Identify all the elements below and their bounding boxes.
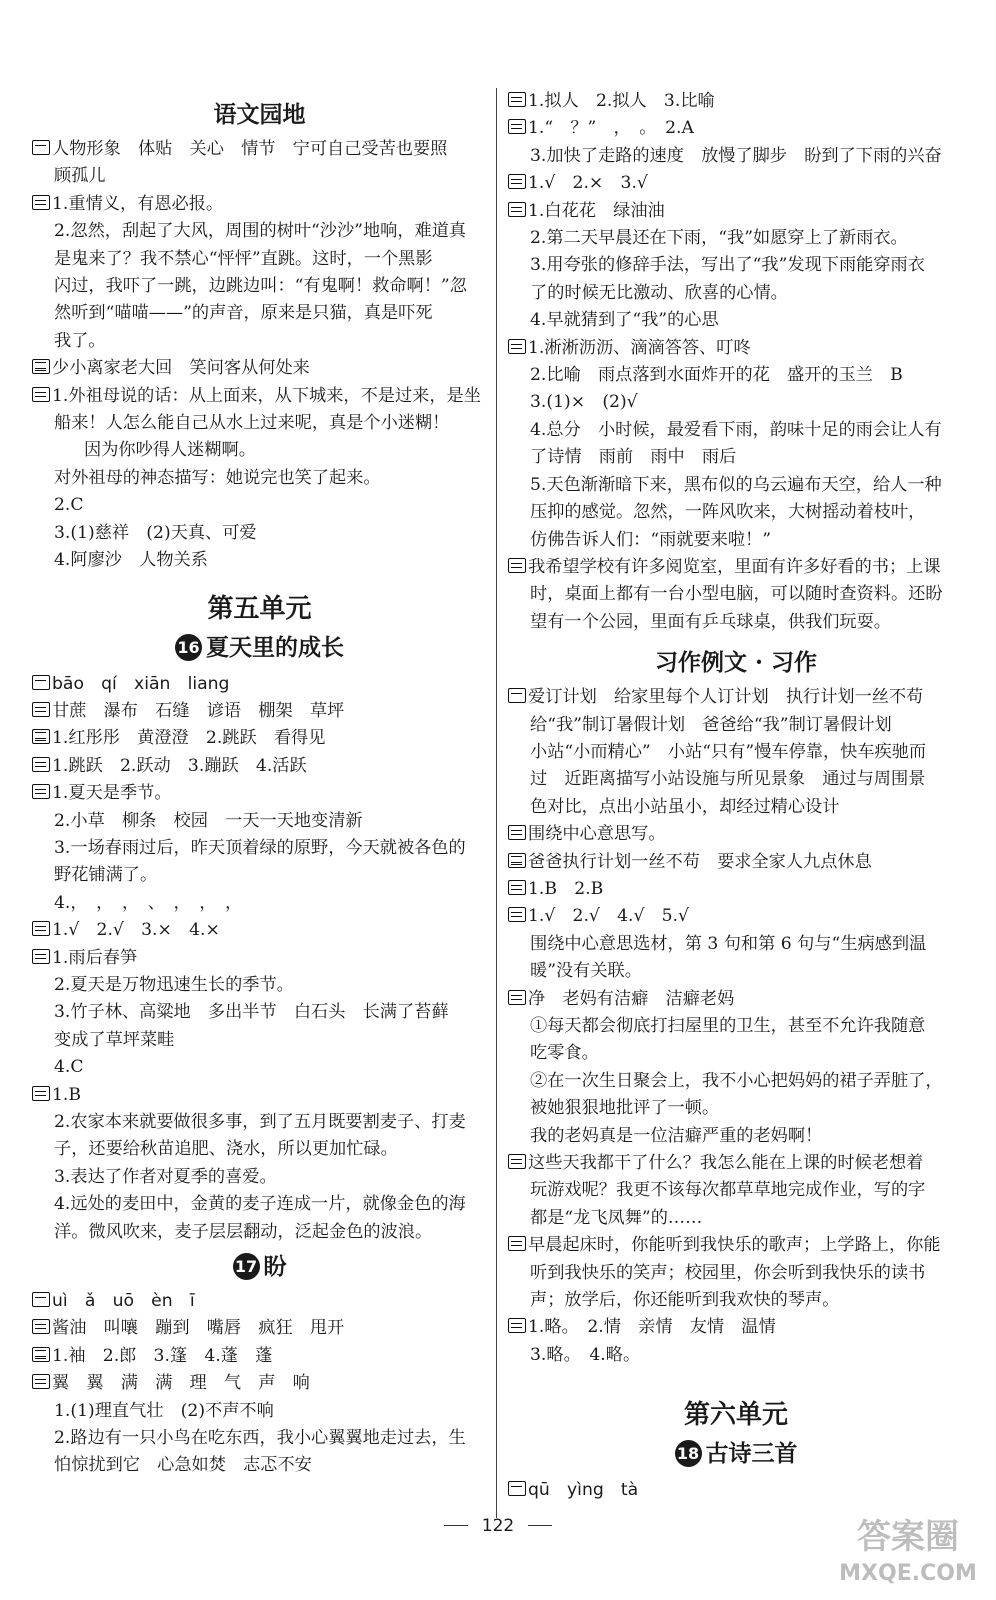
answer-row: 了诗情 雨前 雨中 雨后 (530, 447, 737, 468)
answer-row: 1.白花花 绿油油 (508, 198, 964, 225)
answer-row: 2.C (54, 495, 84, 516)
answer-row: 2.农家本来就要做很多事，到了五月既要割麦子、打麦 (54, 1112, 466, 1132)
question-mark-6-icon (508, 990, 526, 1005)
answer-row: 1.(1)理直气壮 (2)不声不响 (54, 1400, 274, 1421)
answer-row: 小站“小而精心” 小站“只有”慢车停靠，快车疾驰而 (530, 741, 927, 762)
answer-row: 4.阿廖沙 人物关系 (54, 550, 208, 571)
answer-row: 爱订计划 给家里每个人订计划 执行计划一丝不苟 (508, 684, 964, 711)
question-mark-6-icon (508, 119, 526, 134)
answer-row: 过 近距离描写小站设施与所见景象 通过与周围景 (530, 769, 926, 790)
answer-row: 玩游戏呢？我更不该每次都草草地完成作业，写的字 (530, 1180, 926, 1201)
question-mark-2-icon (32, 702, 50, 717)
question-mark-2-icon (32, 1319, 50, 1334)
answer-row: 翼 翼 满 满 理 气 声 响 (32, 1370, 487, 1397)
answer-row: 仿佛告诉人们：“雨就要来啦！” (530, 529, 772, 550)
question-mark-1-icon (508, 1481, 526, 1496)
answer-row: 围绕中心意思选材，第 3 句和第 6 句与“生病感到温 (530, 933, 927, 954)
answer-row: 2.第二天早晨还在下雨，“我”如愿穿上了新雨衣。 (530, 228, 908, 249)
question-mark-7-icon (508, 174, 526, 189)
answer-row: 4.， ， ， 、 ， ， ， (54, 892, 243, 913)
question-mark-1-icon (32, 1292, 50, 1307)
question-mark-10-icon (508, 558, 526, 573)
answer-row: 洋。微风吹来，麦子层层翻动，泛起金色的波浪。 (54, 1221, 433, 1242)
answer-row: 了的时候无比激动、欣喜的心情。 (530, 282, 788, 303)
section-title: 语文园地 (213, 101, 306, 128)
lesson-number-badge: 17 (233, 1253, 260, 1280)
answer-row: 暖”没有关联。 (530, 961, 642, 982)
answer-row: ①每天都会彻底打扫屋里的卫生，甚至不允许我随意 (530, 1016, 926, 1036)
question-mark-8-icon (508, 1236, 526, 1251)
answer-row: 3.(1)× (2)√ (530, 392, 638, 413)
right-column (508, 88, 964, 1505)
answer-row: 声；放学后，你还能听到我欢快的琴声。 (530, 1290, 840, 1311)
answer-row: 1.B 2.B (508, 876, 964, 903)
question-mark-3-icon (32, 1347, 50, 1362)
answer-row: 1.略。 2.情 亲情 友情 温情 (508, 1314, 964, 1341)
answer-row: 对外祖母的神态描写：她说完也笑了起来。 (54, 467, 381, 488)
answer-row: 1.袖 2.郎 3.篷 4.蓬 蓬 (32, 1343, 487, 1370)
question-mark-8-icon (32, 1086, 50, 1101)
answer-row: 野花铺满了。 (54, 865, 158, 886)
left-column (32, 88, 487, 1480)
answer-row: 顾孤儿 (54, 166, 106, 187)
answer-row: 早晨起床时，你能听到我快乐的歌声；上学路上，你能 (508, 1232, 964, 1259)
question-mark-1-icon (32, 675, 50, 690)
answer-row: 人物形象 体贴 关心 情节 宁可自己受苦也要照 (32, 136, 487, 163)
answer-row: 闪过，我吓了一跳，边跳边叫：“有鬼啊！救命啊！”忽 (54, 276, 467, 297)
lesson-number-badge: 18 (675, 1440, 702, 1467)
question-mark-5-icon (508, 907, 526, 922)
question-mark-2-icon (32, 195, 50, 210)
question-mark-7-icon (32, 949, 50, 964)
answer-row: 围绕中心意思写。 (508, 821, 964, 848)
answer-row: 吃零食。 (530, 1043, 599, 1064)
answer-row: 我的老妈真是一位洁癖严重的老妈啊！ (530, 1125, 823, 1146)
question-mark-1-icon (508, 688, 526, 703)
answer-row: 都是“龙飞凤舞”的…… (530, 1207, 703, 1228)
answer-row: 给“我”制订暑假计划 爸爸给“我”制订暑假计划 (530, 714, 892, 735)
answer-row: 船来！人怎么能自己从水上过来呢，真是个小迷糊！ (54, 413, 450, 434)
question-mark-4-icon (508, 880, 526, 895)
question-mark-4-icon (32, 757, 50, 772)
answer-row: 听到我快乐的笑声；校园里，你会听到我快乐的读书 (530, 1262, 926, 1283)
svg-text:MXQE.COM: MXQE.COM (839, 1561, 977, 1586)
answer-row: 我了。 (54, 330, 106, 351)
answer-row: 2.夏天是万物迅速生长的季节。 (54, 974, 294, 995)
answer-row: bāo qí xiān liang (32, 671, 487, 698)
answer-row: 1.跳跃 2.跃动 3.蹦跃 4.活跃 (32, 753, 487, 780)
answer-row: 1.外祖母说的话：从上面来，从下城来，不是过来，是坐 (32, 383, 487, 410)
question-mark-2-icon (508, 825, 526, 840)
watermark-logo-icon (838, 1506, 978, 1588)
answer-row: 1.红彤彤 黄澄澄 2.跳跃 看得见 (32, 725, 487, 752)
question-mark-5-icon (508, 92, 526, 107)
question-mark-5-icon (32, 784, 50, 799)
question-mark-6-icon (32, 921, 50, 936)
svg-text:答案圈: 答案圈 (857, 1517, 959, 1557)
question-mark-3-icon (508, 853, 526, 868)
answer-row: 然听到“喵喵——”的声音，原来是只猫，真是吓死 (54, 303, 433, 324)
answer-row: 爸爸执行计划一丝不苟 要求全家人九点休息 (508, 849, 964, 876)
answer-row: 1.B (32, 1082, 487, 1109)
answer-row: 1.√ 2.√ 3.× 4.× (32, 917, 487, 944)
answer-row: 2.路边有一只小鸟在吃东西，我小心翼翼地走过去，生 (54, 1428, 466, 1449)
question-mark-7-icon (508, 1154, 526, 1169)
answer-row: 3.表达了作者对夏季的喜爱。 (54, 1166, 277, 1187)
answer-row: 3.加快了走路的速度 放慢了脚步 盼到了下雨的兴奋 (530, 145, 942, 166)
answer-row: 2.比喻 雨点落到水面炸开的花 盛开的玉兰 B (530, 365, 903, 386)
lesson-title: 17 盼 (32, 1248, 487, 1286)
question-mark-3-icon (32, 729, 50, 744)
answer-row: 1.重情义，有恩必报。 (32, 191, 487, 218)
question-mark-9-icon (508, 339, 526, 354)
unit-title: 第六单元 (683, 1400, 788, 1431)
lesson-title: 16 夏天里的成长 (32, 629, 487, 667)
answer-row: 因为你吵得人迷糊啊。 (84, 440, 256, 461)
answer-row: 1.“ ？” ， 。 2.A (508, 115, 964, 142)
answer-row: 望有一个公园，里面有乒乓球桌，供我们玩耍。 (530, 611, 891, 632)
unit-title: 第五单元 (207, 593, 312, 624)
answer-row: 5.天色渐渐暗下来，黑布似的乌云遍布天空，给人一种 (530, 474, 942, 495)
answer-row: 被她狠狠地批评了一顿。 (530, 1098, 720, 1119)
answer-row: 1.√ 2.× 3.√ (508, 170, 964, 197)
answer-row: 压抑的感觉。忽然，一阵风吹来，大树摇动着枝叶， (530, 502, 926, 523)
answer-row: 子，还要给秋苗追肥、浇水，所以更加忙碌。 (54, 1139, 398, 1160)
question-mark-8-icon (508, 202, 526, 217)
answer-row: 1.夏天是季节。 (32, 780, 487, 807)
answer-row: uì ǎ uō èn ī (32, 1288, 487, 1315)
answer-row: 少小离家老大回 笑问客从何处来 (32, 355, 487, 382)
answer-row: 时，桌面上都有一台小型电脑，可以随时查资料。还盼 (530, 584, 943, 605)
page-number: 122 (481, 1516, 515, 1536)
answer-row: 甘蔗 瀑布 石缝 谚语 棚架 草坪 (32, 698, 487, 725)
answer-row: 1.雨后春笋 (32, 945, 487, 972)
answer-row: ②在一次生日聚会上，我不小心把妈妈的裙子弄脏了， (530, 1070, 943, 1091)
question-mark-4-icon (32, 1374, 50, 1389)
answer-row: 怕惊扰到它 心急如焚 志忑不安 (54, 1455, 312, 1476)
answer-row: 3.略。 4.略。 (530, 1344, 641, 1365)
answer-row: 是鬼来了？我不禁心“怦怦”直跳。这时，一个黑影 (54, 248, 433, 269)
answer-row: 2.小草 柳条 校园 一天一天地变清新 (54, 810, 363, 831)
answer-row: 4.C (54, 1057, 84, 1078)
answer-row: 这些天我都干了什么？我怎么能在上课的时候老想着 (508, 1150, 964, 1177)
answer-row: 1.淅淅沥沥、滴滴答答、叮咚 (508, 335, 964, 362)
answer-row: 净 老妈有洁癖 洁癖老妈 (508, 986, 964, 1013)
column-divider (496, 88, 497, 1518)
answer-row: 1.拟人 2.拟人 3.比喻 (508, 88, 964, 115)
answer-row: 3.(1)慈祥 (2)天真、可爱 (54, 522, 257, 543)
question-mark-9-icon (508, 1318, 526, 1333)
answer-row: 1.√ 2.√ 4.√ 5.√ (508, 903, 964, 930)
lesson-title: 18 古诗三首 (508, 1435, 964, 1473)
answer-row: 3.用夸张的修辞手法，写出了“我”发现下雨能穿雨衣 (530, 255, 925, 276)
question-mark-4-icon (32, 387, 50, 402)
footer-dash-left (444, 1525, 468, 1526)
answer-row: 4.远处的麦田中，金黄的麦子连成一片，就像金色的海 (54, 1194, 466, 1215)
answer-row: 酱油 叫嚷 蹦到 嘴唇 疯狂 甩开 (32, 1315, 487, 1342)
answer-row: 变成了草坪菜畦 (54, 1029, 175, 1050)
answer-row: 色对比，点出小站虽小，却经过精心设计 (530, 796, 840, 817)
answer-row: 3.一场春雨过后，昨天顶着绿的原野，今天就被各色的 (54, 837, 466, 858)
question-mark-3-icon (32, 359, 50, 374)
answer-row: 4.早就猜到了“我”的心思 (530, 310, 719, 331)
answer-row: 3.竹子林、高粱地 多出半节 白石头 长满了苔藓 (54, 1002, 449, 1023)
footer-dash-right (528, 1525, 552, 1526)
answer-row: 2.忽然，刮起了大风，周围的树叶“沙沙”地响，难道真 (54, 221, 467, 242)
section-title: 习作例文 · 习作 (654, 649, 818, 677)
question-mark-1-icon (32, 140, 50, 155)
answer-row: 4.总分 小时候，最爱看下雨，韵味十足的雨会让人有 (530, 419, 942, 440)
answer-row: qū yìng tà (508, 1477, 964, 1504)
lesson-number-badge: 16 (175, 634, 202, 661)
answer-row: 我希望学校有许多阅览室，里面有许多好看的书；上课 (508, 554, 964, 581)
